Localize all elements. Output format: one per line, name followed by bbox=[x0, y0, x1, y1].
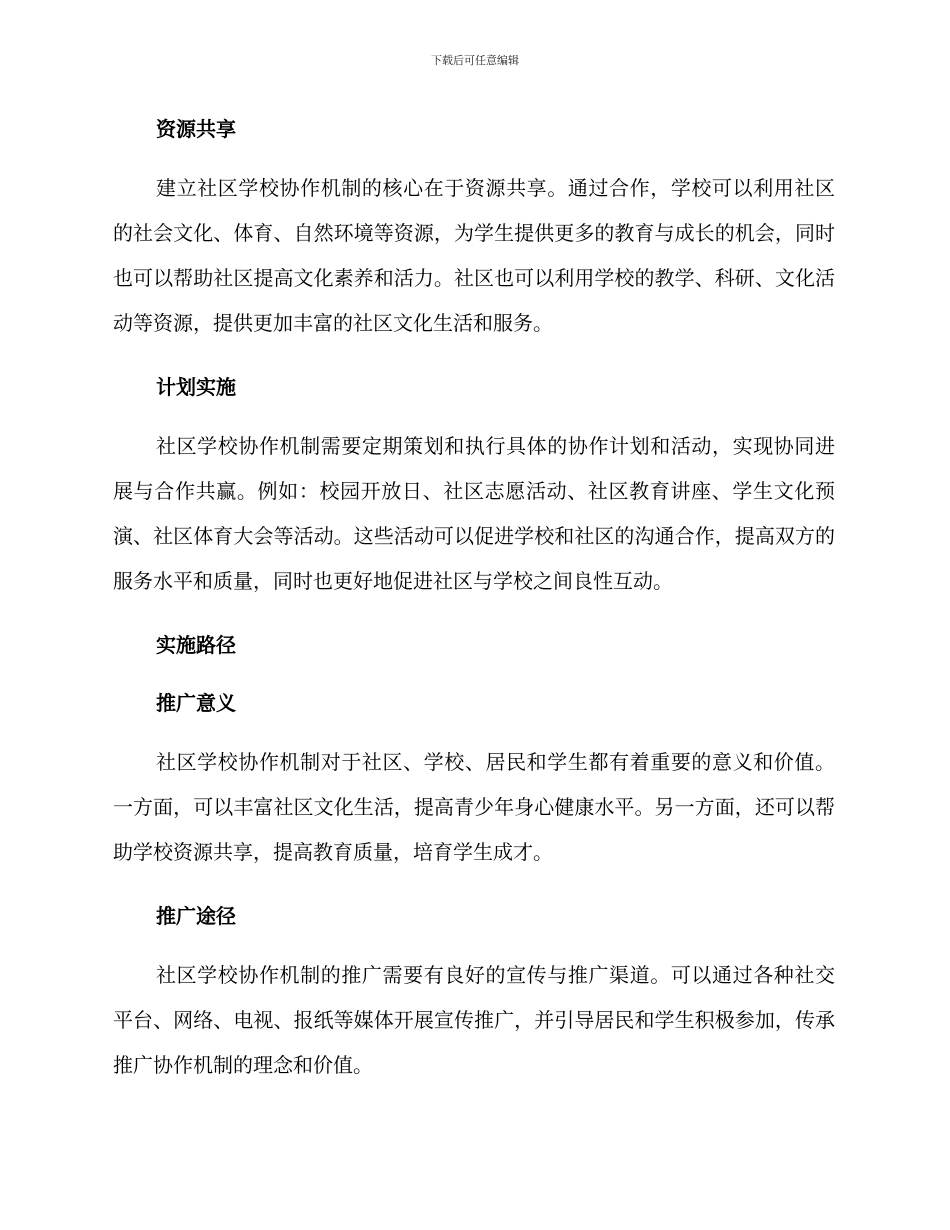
section-heading-implementation-path: 实施路径 bbox=[156, 633, 236, 657]
section-paragraph-plan-implementation: 社区学校协作机制需要定期策划和执行具体的协作计划和活动，实现协同进展与合作共赢。例如：校园开放日、社区志愿活动、社区教育讲座、学生文化预演、社区体育大会等活动。这些活动可以促进学校和社区的沟通合作，提高双方的服务水平和质量，同时也更好地促进社区与学校之间良性互动。 bbox=[113, 434, 835, 593]
section-heading-promotion-significance: 推广意义 bbox=[156, 691, 236, 715]
document-body bbox=[113, 112, 835, 1088]
section-paragraph-promotion-significance: 社区学校协作机制对于社区、学校、居民和学生都有着重要的意义和价值。一方面，可以丰富社区文化生活，提高青少年身心健康水平。另一方面，还可以帮助学校资源共享，提高教育质量，培育学生成才。 bbox=[113, 750, 835, 864]
section-paragraph-resource-sharing: 建立社区学校协作机制的核心在于资源共享。通过合作，学校可以利用社区的社会文化、体育、自然环境等资源，为学生提供更多的教育与成长的机会，同时也可以帮助社区提高文化素养和活力。社区也可以利用学校的教学、科研、文化活动等资源，提供更加丰富的社区文化生活和服务。 bbox=[113, 176, 835, 335]
section-heading-promotion-channels: 推广途径 bbox=[156, 904, 236, 928]
section-heading-resource-sharing: 资源共享 bbox=[156, 117, 236, 141]
page-header: 下载后可任意编辑 bbox=[431, 54, 519, 67]
section-heading-plan-implementation: 计划实施 bbox=[156, 375, 236, 399]
section-paragraph-promotion-channels: 社区学校协作机制的推广需要有良好的宣传与推广渠道。可以通过各种社交平台、网络、电视、报纸等媒体开展宣传推广，并引导居民和学生积极参加，传承推广协作机制的理念和价值。 bbox=[113, 963, 835, 1077]
